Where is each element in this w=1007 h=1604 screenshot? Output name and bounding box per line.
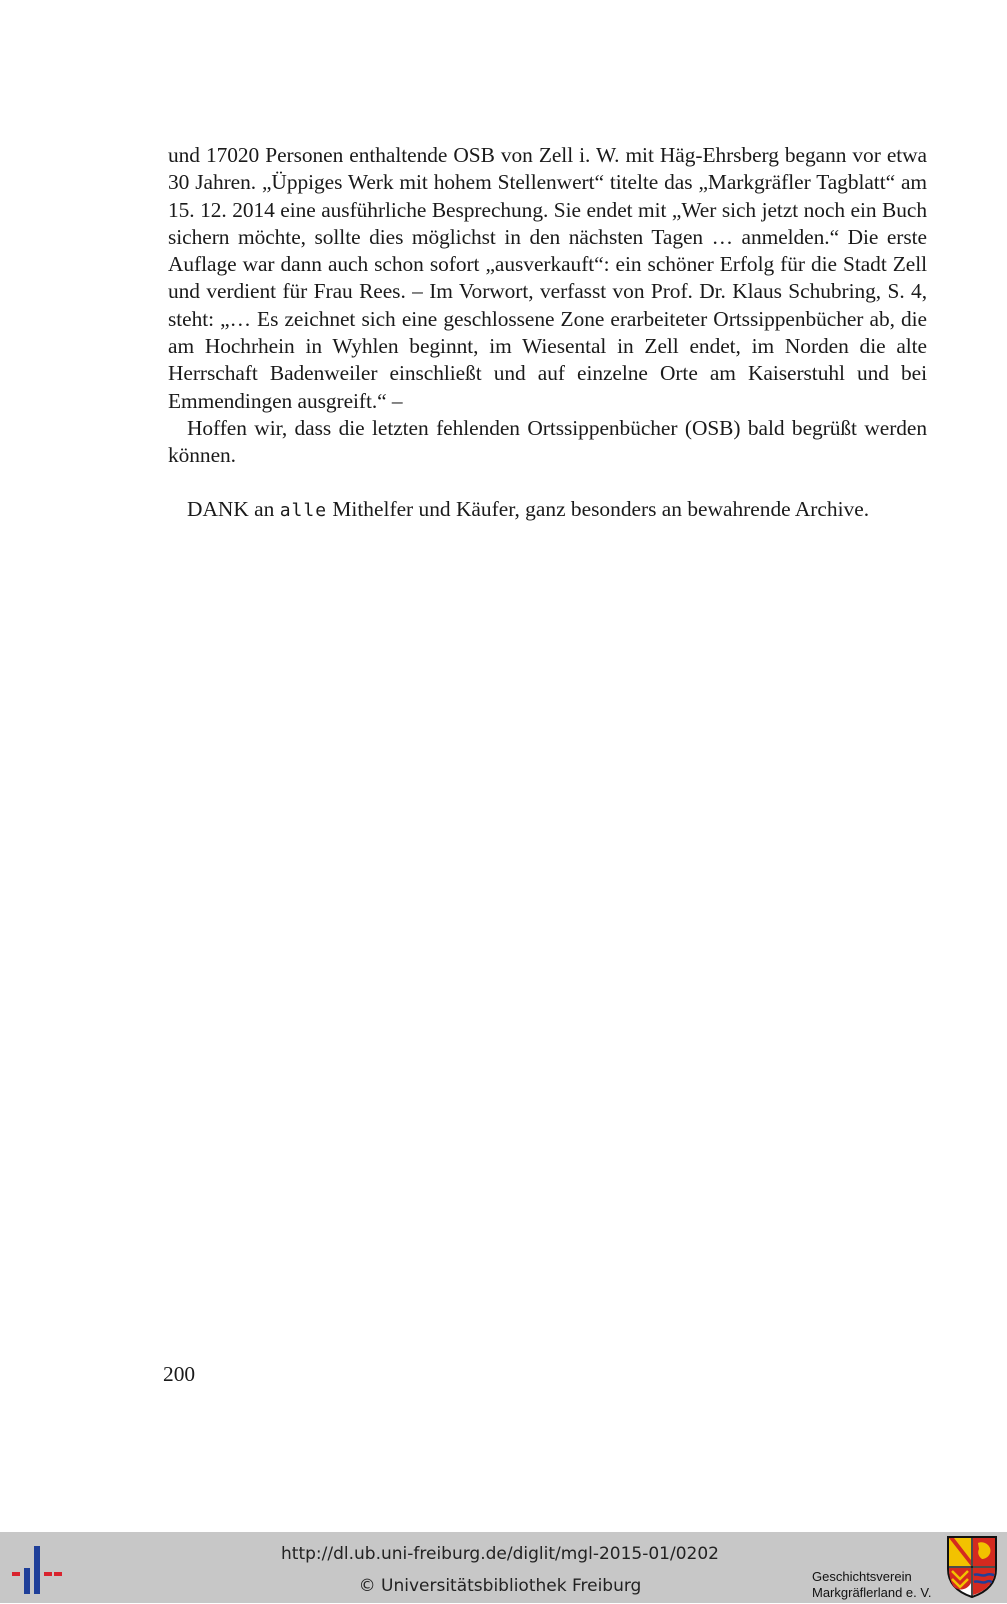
page-number: 200 bbox=[163, 1362, 196, 1386]
thanks-line bbox=[187, 496, 927, 524]
thanks-spaced-word: alle bbox=[279, 499, 328, 521]
footer-bar bbox=[0, 1532, 1007, 1603]
society-line-1: Geschichtsverein bbox=[812, 1569, 912, 1584]
page-body bbox=[168, 142, 927, 524]
thanks-start: DANK an bbox=[187, 496, 275, 521]
coat-of-arms-icon bbox=[946, 1535, 998, 1599]
thanks-end: Mithelfer und Käufer, ganz besonders an bewahrende Archive. bbox=[332, 496, 870, 521]
ub-freiburg-logo-icon[interactable] bbox=[10, 1536, 66, 1598]
footer-url-link[interactable]: http://dl.ub.uni-freiburg.de/diglit/mgl-2015-01/0202 bbox=[281, 1544, 719, 1564]
paragraph-2: Hoffen wir, dass die letzten fehlenden Ortssippenbücher (OSB) bald begrüßt werden können. bbox=[168, 415, 927, 468]
footer-copyright: © Universitätsbibliothek Freiburg bbox=[358, 1576, 642, 1596]
footer-society-name bbox=[812, 1569, 931, 1601]
paragraph-1: und 17020 Personen enthaltende OSB von Zell i. W. mit Häg-Ehrsberg begann vor etwa 30 Jahren. „Üppiges Werk mit hohem Stellenwert“ titelte das „Markgräfler Tagblatt“ am 15. 12. 2014 eine ausführliche Besprechung. Sie endet mit „Wer sich jetzt noch ein Buch sichern möchte, sollte dies möglichst in den nächsten Tagen … anmelden.“ Die erste Auflage war dann auch schon sofort „ausverkauft“: ein schöner Erfolg für die Stadt Zell und verdient für Frau Rees. – Im Vorwort, verfasst von Prof. Dr. Klaus Schubring, S. 4, steht: „… Es zeichnet sich eine geschlossene Zone erarbeiteter Ortssippenbücher ab, die am Hochrhein in Wyhlen beginnt, im Wiesental in Zell endet, im Norden die alte Herrschaft Badenweiler einschließt und auf einzelne Orte am Kaiserstuhl und bei Emmendingen ausgreift.“ – bbox=[168, 143, 927, 413]
society-line-2: Markgräflerland e. V. bbox=[812, 1585, 932, 1600]
